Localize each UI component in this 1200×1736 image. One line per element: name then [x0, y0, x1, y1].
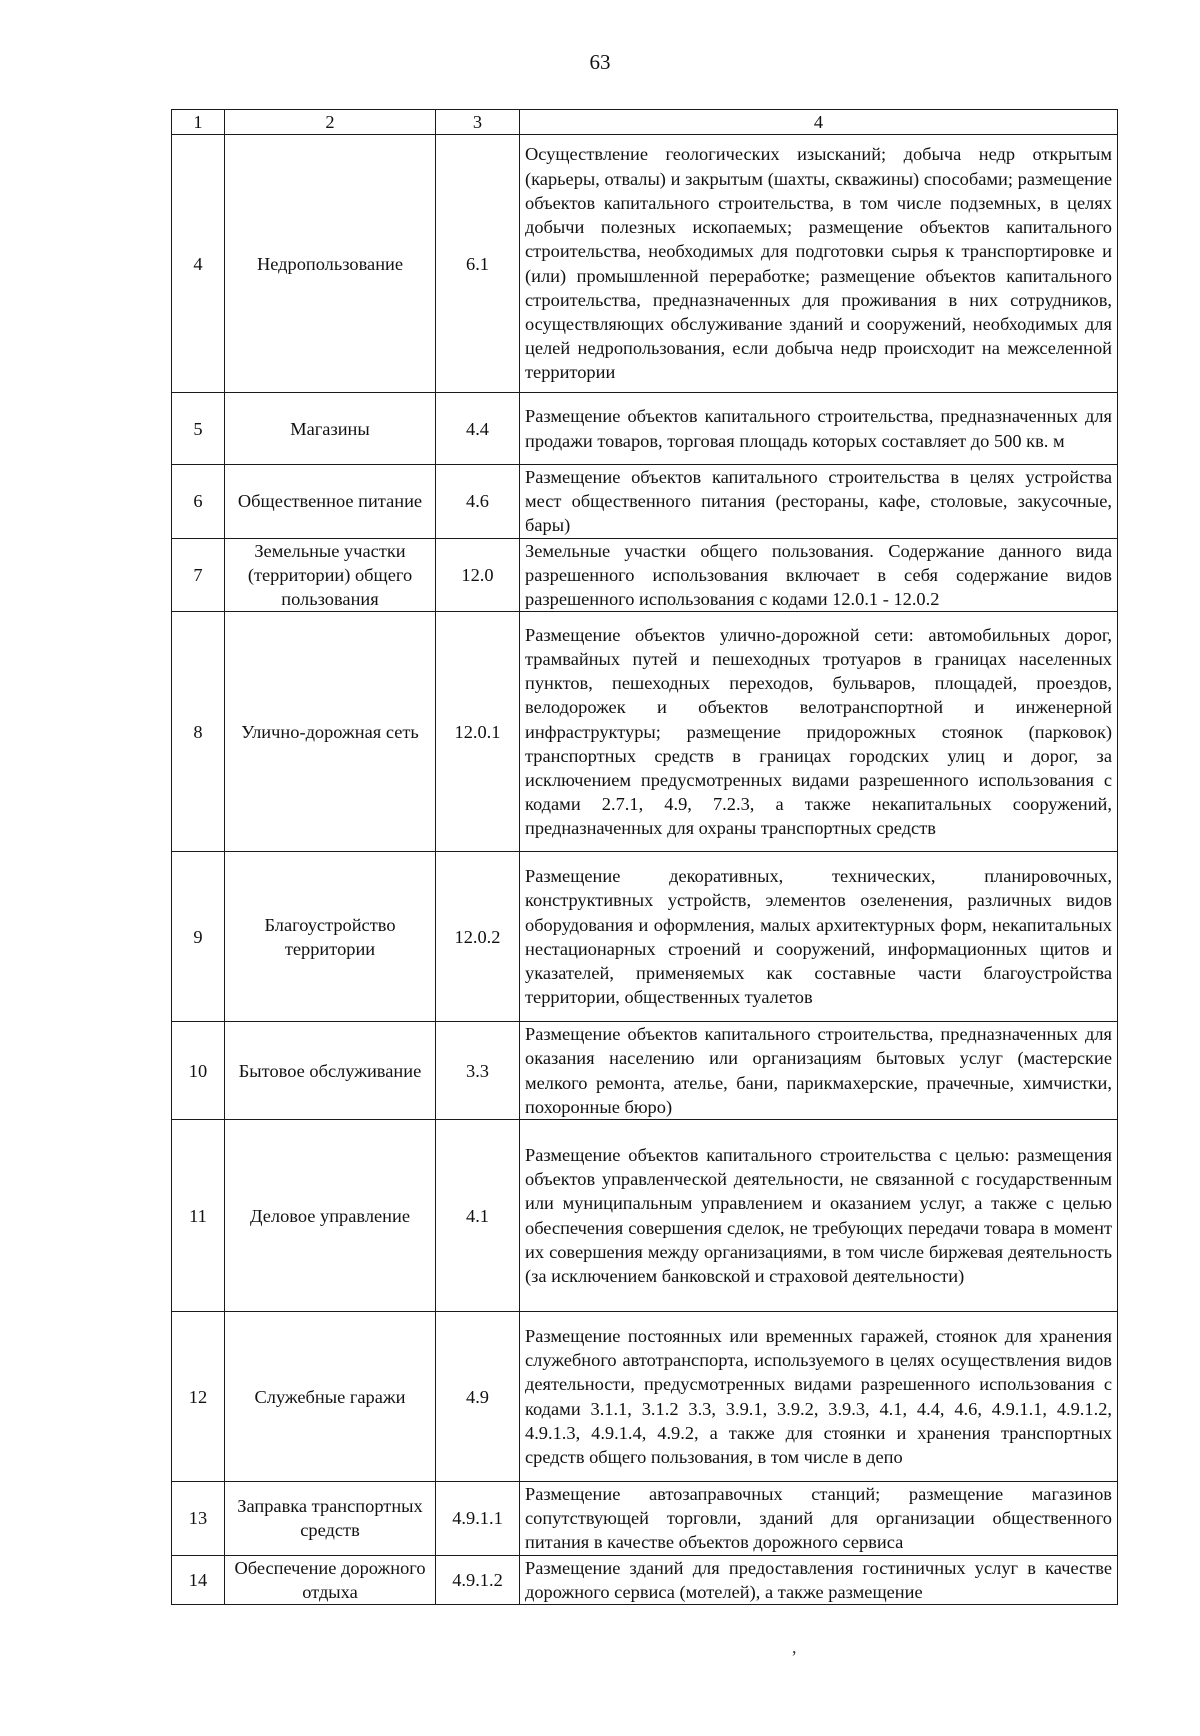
land-use-code: 4.4	[436, 393, 520, 465]
land-use-name: Благоустройство территории	[225, 852, 436, 1022]
land-use-name: Магазины	[225, 393, 436, 465]
land-use-code: 4.9.1.2	[436, 1555, 520, 1604]
land-use-name: Деловое управление	[225, 1120, 436, 1312]
land-use-name: Земельные участки (территории) общего пользования	[225, 538, 436, 612]
land-use-description: Размещение объектов капитального строительства в целях устройства мест общественного питания (рестораны, кафе, столовые, закусочные, бары)	[520, 465, 1118, 539]
table-row	[172, 538, 1118, 612]
land-use-code: 3.3	[436, 1022, 520, 1120]
header-col-4: 4	[520, 110, 1118, 135]
row-number: 4	[172, 135, 225, 393]
land-use-name: Улично-дорожная сеть	[225, 612, 436, 852]
table-row	[172, 1482, 1118, 1556]
table-row	[172, 1022, 1118, 1120]
row-number: 9	[172, 852, 225, 1022]
table-row	[172, 612, 1118, 852]
land-use-name: Общественное питание	[225, 465, 436, 539]
land-use-description: Земельные участки общего пользования. Содержание данного вида разрешенного использования включает в себя содержание видов разрешенного использования с кодами 12.0.1 - 12.0.2	[520, 538, 1118, 612]
row-number: 10	[172, 1022, 225, 1120]
land-use-code: 12.0	[436, 538, 520, 612]
land-use-code: 12.0.1	[436, 612, 520, 852]
land-use-name: Обеспечение дорожного отдыха	[225, 1555, 436, 1604]
table-row	[172, 465, 1118, 539]
table-row	[172, 135, 1118, 393]
land-use-name: Служебные гаражи	[225, 1312, 436, 1482]
row-number: 14	[172, 1555, 225, 1604]
land-use-code: 12.0.2	[436, 852, 520, 1022]
land-use-table	[171, 109, 1118, 1605]
row-number: 7	[172, 538, 225, 612]
row-number: 6	[172, 465, 225, 539]
row-number: 5	[172, 393, 225, 465]
land-use-description: Размещение декоративных, технических, планировочных, конструктивных устройств, элементов озеленения, различных видов оборудования и оформления, малых архитектурных форм, некапитальных нестационарных строений и сооружений, информационных щитов и указателей, применяемых как составные части благоустройства территории, общественных туалетов	[520, 852, 1118, 1022]
table-row	[172, 1555, 1118, 1604]
row-number: 12	[172, 1312, 225, 1482]
land-use-code: 4.1	[436, 1120, 520, 1312]
header-col-3: 3	[436, 110, 520, 135]
land-use-description: Размещение объектов капитального строительства с целью: размещения объектов управленческой деятельности, не связанной с государственным или муниципальным управлением и оказанием услуг, а также с целью обеспечения совершения сделок, не требующих передачи товара в момент их совершения между организациями, в том числе биржевая деятельность (за исключением банковской и страховой деятельности)	[520, 1120, 1118, 1312]
land-use-description: Размещение постоянных или временных гаражей, стоянок для хранения служебного автотранспорта, используемого в целях осуществления видов деятельности, предусмотренных видами разрешенного использования с кодами 3.1.1, 3.1.2 3.3, 3.9.1, 3.9.2, 3.9.3, 4.1, 4.4, 4.6, 4.9.1.1, 4.9.1.2, 4.9.1.3, 4.9.1.4, 4.9.2, а также для стоянки и хранения транспортных средств общего пользования, в том числе в депо	[520, 1312, 1118, 1482]
land-use-name: Заправка транспортных средств	[225, 1482, 436, 1556]
table-header-row	[172, 110, 1118, 135]
row-number: 13	[172, 1482, 225, 1556]
land-use-description: Размещение автозаправочных станций; размещение магазинов сопутствующей торговли, зданий для организации общественного питания в качестве объектов дорожного сервиса	[520, 1482, 1118, 1556]
stray-mark: ,	[792, 1637, 797, 1657]
page-number: 63	[589, 50, 611, 74]
land-use-description: Размещение объектов капитального строительства, предназначенных для оказания населению или организациям бытовых услуг (мастерские мелкого ремонта, ателье, бани, парикмахерские, прачечные, химчистки, похоронные бюро)	[520, 1022, 1118, 1120]
land-use-description: Осуществление геологических изысканий; добыча недр открытым (карьеры, отвалы) и закрытым (шахты, скважины) способами; размещение объектов капитального строительства, в том числе подземных, в целях добычи полезных ископаемых; размещение объектов капитального строительства, необходимых для подготовки сырья к транспортировке и (или) промышленной переработке; размещение объектов капитального строительства, предназначенных для проживания в них сотрудников, осуществляющих обслуживание зданий и сооружений, необходимых для целей недропользования, если добыча недр происходит на межселенной территории	[520, 135, 1118, 393]
land-use-description: Размещение объектов капитального строительства, предназначенных для продажи товаров, торговая площадь которых составляет до 500 кв. м	[520, 393, 1118, 465]
table-row	[172, 1120, 1118, 1312]
land-use-name: Недропользование	[225, 135, 436, 393]
table-row	[172, 1312, 1118, 1482]
header-col-1: 1	[172, 110, 225, 135]
table-row	[172, 393, 1118, 465]
land-use-description: Размещение зданий для предоставления гостиничных услуг в качестве дорожного сервиса (мотелей), а также размещение	[520, 1555, 1118, 1604]
table-row	[172, 852, 1118, 1022]
row-number: 8	[172, 612, 225, 852]
land-use-description: Размещение объектов улично-дорожной сети: автомобильных дорог, трамвайных путей и пешеходных тротуаров в границах населенных пунктов, пешеходных переходов, бульваров, площадей, проездов, велодорожек и объектов велотранспортной и инженерной инфраструктуры; размещение придорожных стоянок (парковок) транспортных средств в границах городских улиц и дорог, за исключением предусмотренных видами разрешенного использования с кодами 2.7.1, 4.9, 7.2.3, а также некапитальных сооружений, предназначенных для охраны транспортных средств	[520, 612, 1118, 852]
land-use-code: 4.9.1.1	[436, 1482, 520, 1556]
land-use-code: 6.1	[436, 135, 520, 393]
land-use-code: 4.6	[436, 465, 520, 539]
header-col-2: 2	[225, 110, 436, 135]
row-number: 11	[172, 1120, 225, 1312]
land-use-code: 4.9	[436, 1312, 520, 1482]
land-use-name: Бытовое обслуживание	[225, 1022, 436, 1120]
